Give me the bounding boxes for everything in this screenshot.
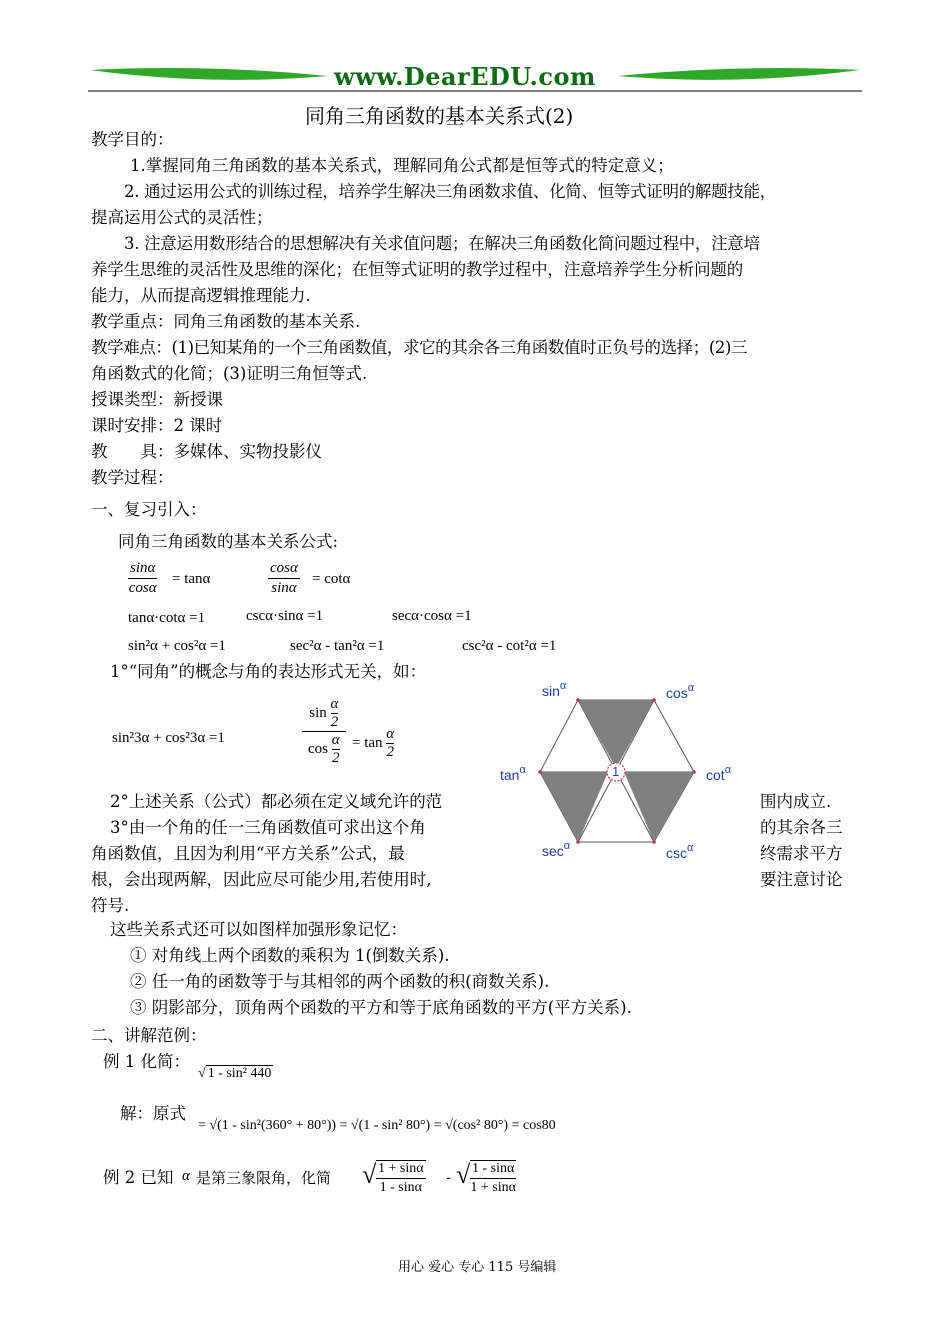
page-title: 同角三角函数的基本关系式(2) <box>305 104 574 128</box>
memo-2: ② 任一角的函数等于与其相邻的两个函数的积(商数关系). <box>130 972 550 991</box>
example-1-solution-label: 解：原式 <box>120 1104 186 1123</box>
note-2-left: 2°上述关系（公式）都必须在定义域允许的范 <box>110 792 443 811</box>
shade-left <box>540 772 608 842</box>
quotient-rhs-1: = tanα <box>172 571 211 587</box>
process-heading: 教学过程： <box>91 468 174 487</box>
note-3-left-1: 3°由一个角的任一三角函数值可求出这个角 <box>110 818 426 837</box>
section-1-heading: 一、复习引入： <box>91 500 207 519</box>
hexagon-diagram <box>498 676 748 866</box>
label-cos: $\cos^\alpha$ <box>666 682 695 701</box>
formula-reciprocal-3: secα·cosα =1 <box>392 608 472 624</box>
shade-right <box>624 772 694 842</box>
formula-square-2: sec²α - tan²α =1 <box>290 638 385 654</box>
schedule: 课时安排：2 课时 <box>91 416 223 435</box>
note-1-example-1: sin²3α + cos²3α =1 <box>112 730 225 746</box>
note-3-left-4: 符号. <box>91 896 130 915</box>
objective-3-line3: 能力，从而提高逻辑推理能力. <box>91 286 311 305</box>
quotient-fraction-2: $\frac{\cos\alpha}{\sin\alpha}$ <box>270 560 298 596</box>
section-2-heading: 二、讲解范例： <box>91 1026 207 1045</box>
objective-3-line1: 3. 注意运用数形结合的思想解决有关求值问题；在解决三角函数化简问题过程中，注意培 <box>124 234 760 253</box>
example-2-fraction-1: $\frac{1 + \sin\alpha}{1 - \sin\alpha}$ <box>378 1161 424 1195</box>
lesson-type: 授课类型：新授课 <box>91 390 223 409</box>
example-2-radical-1: √ <box>362 1160 377 1189</box>
teaching-tools: 教 具：多媒体、实物投影仪 <box>91 442 322 461</box>
formula-reciprocal-2: cscα·sinα =1 <box>246 608 324 624</box>
formula-intro: 同角三角函数的基本关系公式: <box>118 532 339 551</box>
note-3-right-2: 终需求平方 <box>760 844 843 863</box>
example-2-radical-2: √ <box>456 1160 471 1189</box>
key-point: 教学重点：同角三角函数的基本关系. <box>91 312 361 331</box>
label-csc: $\csc^\alpha$ <box>666 842 694 861</box>
note-3-right-1: 的其余各三 <box>760 818 843 837</box>
memo-1: ① 对角线上两个函数的乘积为 1(倒数关系). <box>130 946 450 965</box>
example-2-text: 是第三象限角，化简 <box>196 1169 332 1187</box>
objectives-heading: 教学目的： <box>91 130 174 149</box>
note-3-right-3: 要注意讨论 <box>760 870 843 889</box>
note-1-example-2-fraction: sin $\frac{\alpha}{2}$ cos $\frac{\alpha}{2}$ <box>302 696 346 767</box>
label-sec: $\sec^\alpha$ <box>542 840 571 859</box>
quotient-fraction-1: $\frac{\sin\alpha}{\cos\alpha}$ <box>128 560 157 596</box>
formula-reciprocal-1: tanα·cotα =1 <box>128 610 206 626</box>
shade-top <box>578 700 654 768</box>
formula-square-1: sin²α + cos²α =1 <box>128 638 226 654</box>
quotient-rhs-2: = cotα <box>312 571 351 587</box>
difficulty-line2: 角函数式的化简；(3)证明三角恒等式. <box>91 364 368 383</box>
memo-intro: 这些关系式还可以如图样加强形象记忆： <box>110 920 407 939</box>
example-1-expression: √ 1 - sin² 440 <box>198 1066 272 1081</box>
example-1-label: 例 1 化简： <box>103 1052 190 1071</box>
example-2-fraction-2: $\frac{1 - \sin\alpha}{1 + \sin\alpha}$ <box>470 1161 516 1195</box>
example-2-label: 例 2 已知 <box>103 1168 174 1187</box>
label-sin: $\sin^\alpha$ <box>542 680 567 699</box>
objective-3-line2: 养学生思维的灵活性及思维的深化；在恒等式证明的教学过程中，注意培养学生分析问题的 <box>91 260 744 279</box>
formula-square-3: csc²α - cot²α =1 <box>462 638 557 654</box>
note-1: 1°“同角”的概念与角的表达形式无关，如： <box>110 662 427 681</box>
example-1-solution: = √(1 - sin²(360° + 80°)) = √(1 - sin² 80°) = √(cos² 80°) = cos80 <box>198 1118 556 1133</box>
logo-text: www.DearEDU.com <box>334 62 596 91</box>
header-logo <box>88 62 862 94</box>
difficulty-line1: 教学难点：(1)已知某角的一个三角函数值，求它的其余各三角函数值时正负号的选择；(2)三 <box>91 338 748 357</box>
footer: 用心 爱心 专心 115 号编辑 <box>398 1260 557 1275</box>
example-2-alpha: α <box>182 1168 190 1184</box>
label-cot: $\cot^\alpha$ <box>706 764 732 783</box>
center-one-label: 1 <box>612 764 620 779</box>
note-3-left-3: 根，会出现两解，因此应尽可能少用,若使用时, <box>91 870 432 889</box>
example-2-minus: - <box>446 1170 451 1186</box>
objective-1: 1.掌握同角三角函数的基本关系式，理解同角公式都是恒等式的特定意义； <box>130 156 674 175</box>
note-3-left-2: 角函数值，且因为利用“平方关系”公式，最 <box>91 844 405 863</box>
note-1-example-2-rhs: = tan $\frac{\alpha}{2}$ <box>352 726 395 760</box>
label-tan: $\tan^\alpha$ <box>500 764 526 783</box>
note-2-right: 围内成立. <box>760 792 832 811</box>
memo-3: ③ 阴影部分，顶角两个函数的平方和等于底角函数的平方(平方关系). <box>130 998 632 1017</box>
objective-2-line2: 提高运用公式的灵活性； <box>91 208 273 227</box>
objective-2-line1: 2. 通过运用公式的训练过程，培养学生解决三角函数求值、化简、恒等式证明的解题技能， <box>124 182 776 201</box>
